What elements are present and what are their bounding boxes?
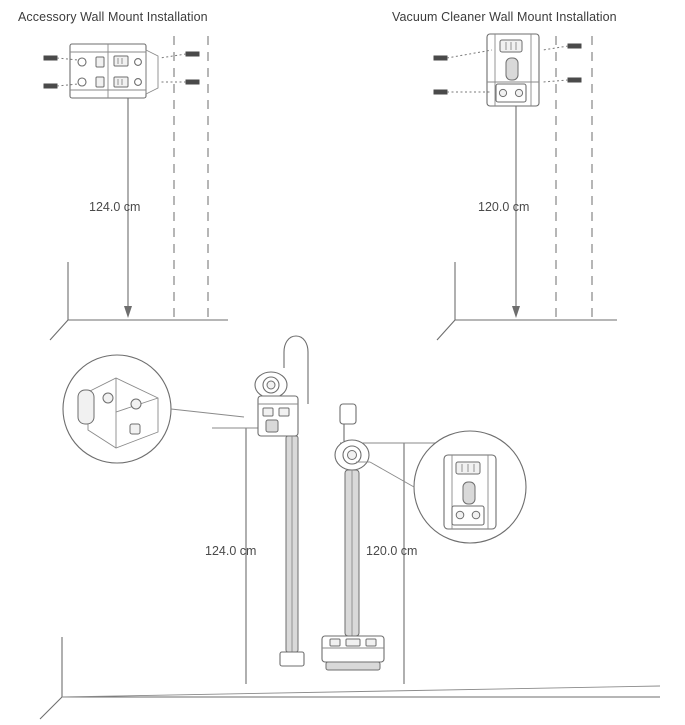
screw-icon-right-upper <box>160 52 199 58</box>
dimension-label-accessory-top: 124.0 cm <box>89 200 141 214</box>
dimension-label-vacuum-top: 120.0 cm <box>478 200 530 214</box>
wall-edge-dashed-lines-left <box>174 36 208 318</box>
wall-floor-corner-icon <box>50 262 228 340</box>
page-title-vacuum: Vacuum Cleaner Wall Mount Installation <box>392 10 617 24</box>
dimension-label-accessory-bottom: 124.0 cm <box>205 544 257 558</box>
accessory-wall-mount-bracket-icon <box>70 44 158 98</box>
vacuum-mount-detail-callout-icon <box>356 431 526 543</box>
accessory-mount-detail-callout-icon <box>63 355 244 463</box>
screw-icon-right-panel-far-upper <box>543 44 581 50</box>
vacuum-wall-mount-bracket-icon <box>487 34 539 106</box>
screw-icon-right-lower <box>160 80 199 84</box>
screw-icon-right-panel-lower <box>434 90 492 94</box>
stick-vacuum-with-wand-icon <box>255 336 308 666</box>
screw-icon-right-panel-far-lower <box>543 78 581 82</box>
page-title-accessory: Accessory Wall Mount Installation <box>18 10 208 24</box>
dimension-label-vacuum-bottom: 120.0 cm <box>366 544 418 558</box>
screw-icon-right-panel-upper <box>434 50 492 60</box>
stick-vacuum-icon <box>322 404 384 670</box>
wall-floor-corner-icon-right <box>437 262 617 340</box>
